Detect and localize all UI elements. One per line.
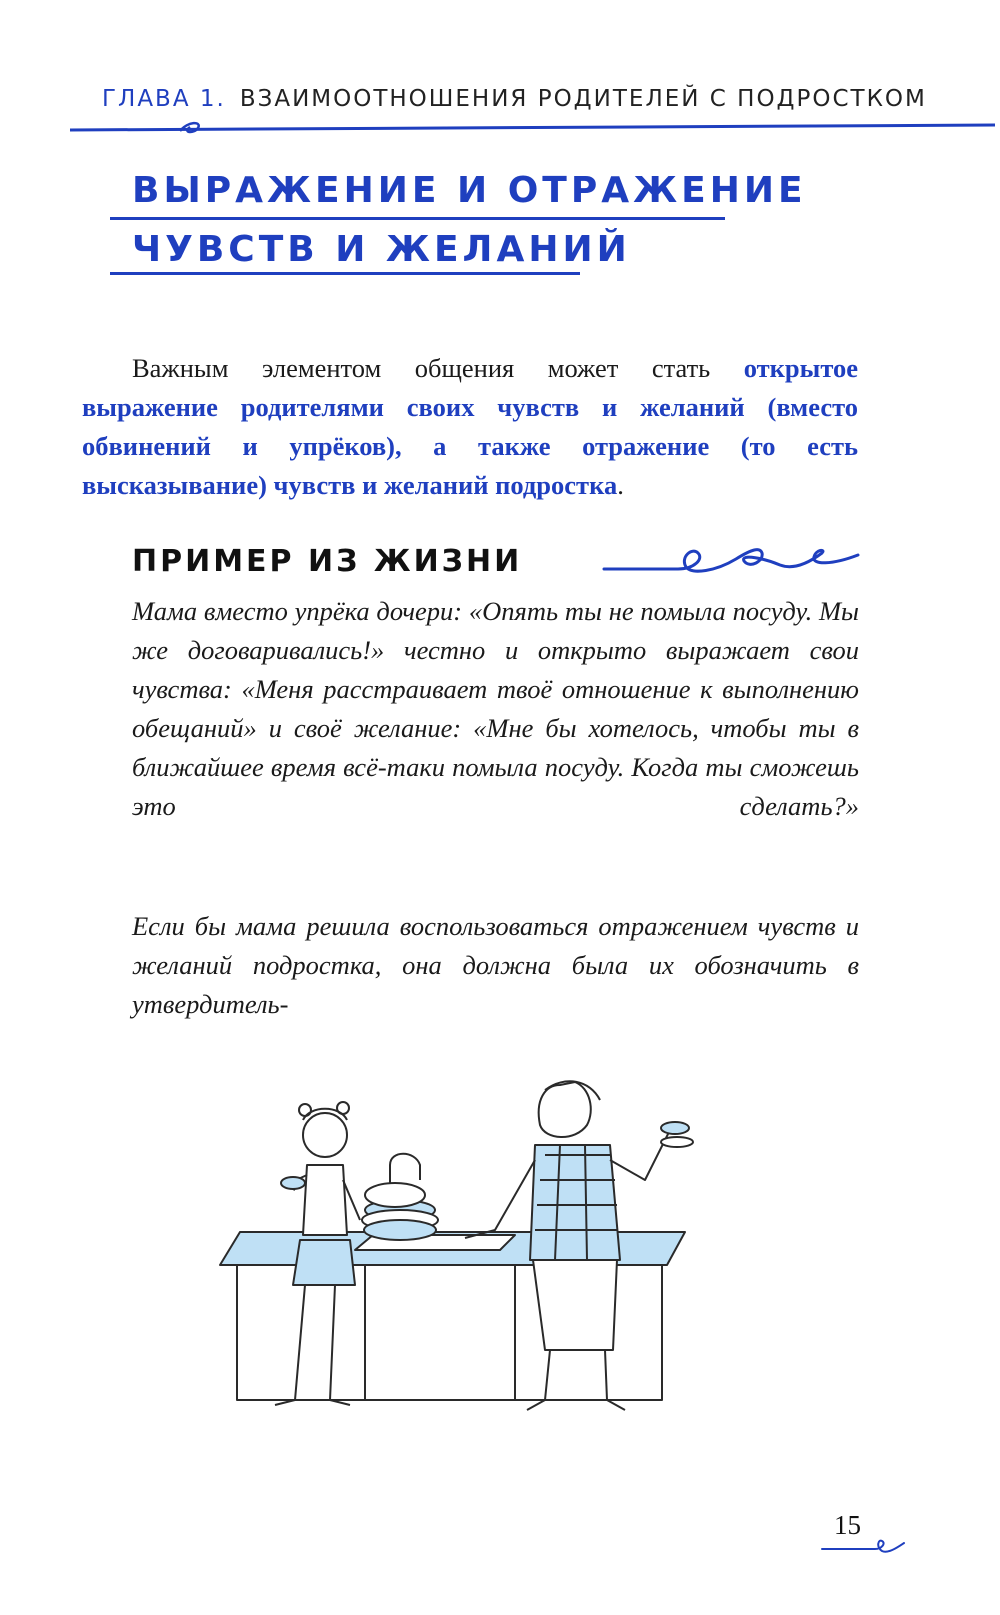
intro-lead: Важным элементом общения может стать (132, 352, 711, 383)
intro-end: . (617, 469, 624, 500)
kitchen-scene-illustration (215, 1070, 715, 1440)
chapter-header (102, 86, 982, 112)
page-number: 15 (834, 1510, 861, 1540)
header-underline (70, 118, 995, 138)
section-title-underline1 (110, 217, 725, 220)
page-number-swirl (820, 1537, 910, 1557)
chapter-number: ГЛАВА 1. (102, 86, 226, 112)
example-paragraph-2: Если бы мама решила воспользоваться отражением чувств и желаний подростка, она должна была их обозначить в утвердитель- (132, 911, 859, 1019)
example-swirl-decoration (600, 535, 860, 585)
intro-highlight: открытое выражение родителями своих чувств и желаний (вместо обвинений и упрёков), а также отражение (то есть высказывание) чувств и желаний подростка (82, 352, 858, 500)
chapter-title: ВЗАИМООТНОШЕНИЯ РОДИТЕЛЕЙ С ПОДРОСТКОМ (239, 86, 927, 112)
example-paragraph-1: Мама вместо упрёка дочери: «Опять ты не помыла посуду. Мы же договаривались!» честно и открыто выражает свои чувства: «Меня расстраивает твоё отношение к выполнению обещаний» и своё желание: «Мне бы хотелось, чтобы ты в ближайшее время всё-таки помыла посуду. Когда ты сможешь это сделать?» (132, 596, 859, 821)
section-title-line1: ВЫРАЖЕНИЕ И ОТРАЖЕНИЕ (132, 170, 807, 211)
section-title-underline2 (110, 272, 580, 275)
intro-paragraph (82, 349, 858, 505)
example-title: ПРИМЕР ИЗ ЖИЗНИ (132, 544, 523, 579)
section-title-line2: ЧУВСТВ И ЖЕЛАНИЙ (132, 229, 631, 270)
